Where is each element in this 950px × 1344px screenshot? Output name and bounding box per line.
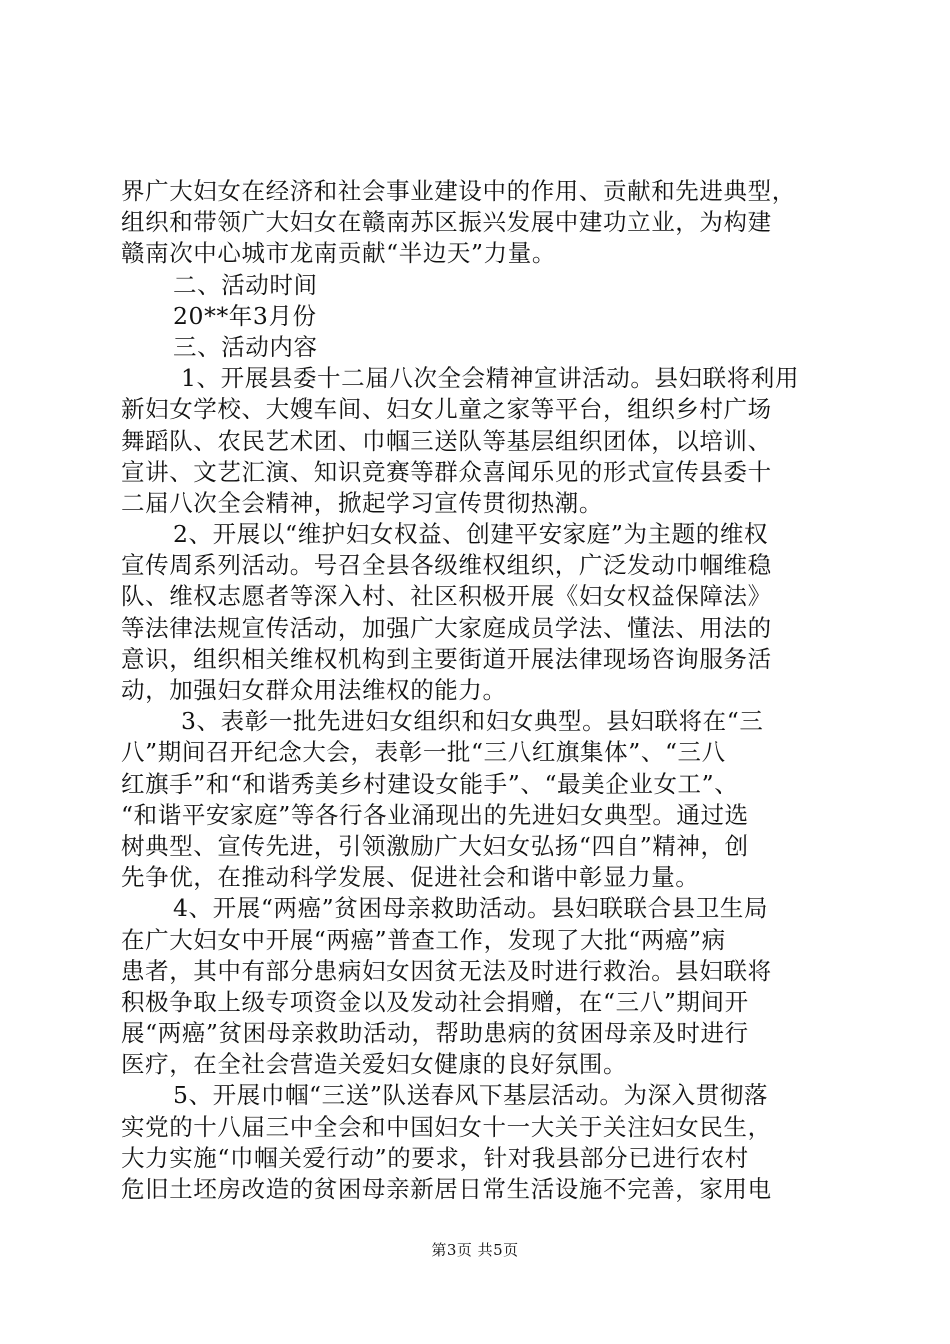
text-line: 赣南次中心城市龙南贡献“半边天”力量。 [121,239,556,268]
text-line: 队、维权志愿者等深入村、社区积极开展《妇女权益保障法》 [121,582,772,611]
text-line: 先争优，在推动科学发展、促进社会和谐中彰显力量。 [121,863,700,892]
document-body [121,176,831,1205]
text-line: 1、开展县委十二届八次全会精神宣讲活动。县妇联将利用 [181,364,800,393]
text-line: 舞蹈队、农民艺术团、巾帼三送队等基层组织团体，以培训、 [121,426,772,455]
text-line: 医疗，在全社会营造关爱妇女健康的良好氛围。 [121,1050,628,1079]
text-line: 红旗手”和“和谐秀美乡村建设女能手”、“最美企业女工”、 [121,769,739,798]
text-line: 树典型、宣传先进，引领激励广大妇女弘扬“四自”精神，创 [121,831,749,860]
section-heading: 二、活动时间 [173,270,318,299]
text-line: 大力实施“巾帼关爱行动”的要求，针对我县部分已进行农村 [121,1143,749,1172]
text-line: 4、开展“两癌”贫困母亲救助活动。县妇联联合县卫生局 [173,894,769,923]
text-line: 在广大妇女中开展“两癌”普查工作，发现了大批“两癌”病 [121,925,726,954]
text-line: 2、开展以“维护妇女权益、创建平安家庭”为主题的维权 [173,520,769,549]
text-line: 20**年3月份 [173,301,317,330]
text-line: 宣讲、文艺汇演、知识竞赛等群众喜闻乐见的形式宣传县委十 [121,457,772,486]
text-line: 展“两癌”贫困母亲救助活动，帮助患病的贫困母亲及时进行 [121,1019,749,1048]
text-line: 患者，其中有部分患病妇女因贫无法及时进行救治。县妇联将 [121,956,772,985]
text-line: 新妇女学校、大嫂车间、妇女儿童之家等平台，组织乡村广场 [121,395,772,424]
section-heading: 三、活动内容 [173,332,318,361]
text-line: “和谐平安家庭”等各行各业涌现出的先进妇女典型。通过选 [121,800,749,829]
text-line: 宣传周系列活动。号召全县各级维权组织，广泛发动巾帼维稳 [121,551,772,580]
text-line: 组织和带领广大妇女在赣南苏区振兴发展中建功立业，为构建 [121,208,772,237]
text-line: 3、表彰一批先进妇女组织和妇女典型。县妇联将在“三 [181,707,764,736]
text-line: 界广大妇女在经济和社会事业建设中的作用、贡献和先进典型， [121,177,796,205]
text-line: 等法律法规宣传活动，加强广大家庭成员学法、懂法、用法的 [121,613,772,642]
text-line: 积极争取上级专项资金以及发动社会捐赠，在“三八”期间开 [121,987,749,1016]
page-number: 第3页 共5页 [431,1241,519,1259]
text-line: 危旧土坯房改造的贫困母亲新居日常生活设施不完善，家用电 [121,1175,772,1203]
text-line: 八”期间召开纪念大会，表彰一批“三八红旗集体”、“三八 [121,738,726,767]
text-line: 动，加强妇女群众用法维权的能力。 [121,676,507,704]
text-line: 实党的十八届三中全会和中国妇女十一大关于关注妇女民生， [121,1112,772,1141]
text-line: 意识，组织相关维权机构到主要街道开展法律现场咨询服务活 [121,644,772,673]
text-line: 5、开展巾帼“三送”队送春风下基层活动。为深入贯彻落 [173,1081,769,1110]
text-line: 二届八次全会精神，掀起学习宣传贯彻热潮。 [121,488,603,517]
